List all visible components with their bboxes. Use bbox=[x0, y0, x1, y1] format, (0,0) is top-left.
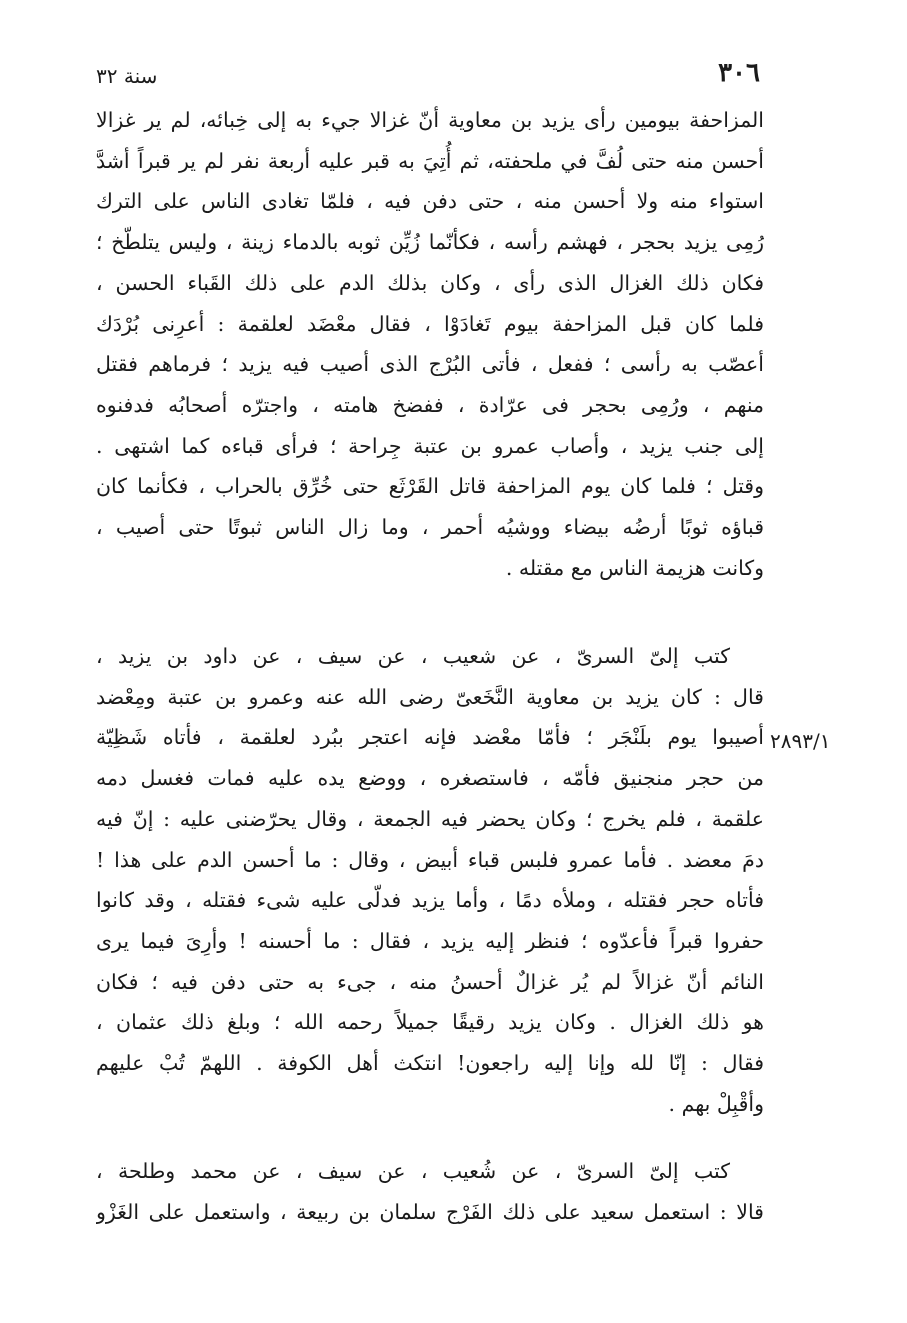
text-line: فأتاه حجر فقتله ، وملأه دمًا ، وأما يزيد فدلّى عليه شىء فقتله ، وقد كانوا bbox=[96, 888, 764, 913]
text-line: أحسن منه حتى لُفَّ في ملحفته، ثم أُتِيَ به قبر عليه أربعة نفر لم ير قبراً أشدَّ bbox=[96, 148, 764, 173]
text-line: دمَ معضد . فأما عمرو فلبس قباء أبيض ، وقال : ما أحسن الدم على هذا ! bbox=[96, 847, 764, 872]
text-line: رُمِى يزيد بحجر ، فهشم رأسه ، فكأنّما زُيِّن ثوبه بالدماء زينة ، وليس يتلطّخ ؛ bbox=[96, 230, 764, 255]
text-line: فقال : إنّا لله وإنا إليه راجعون! انتكث أهل الكوفة . اللهمّ تُبْ عليهم bbox=[96, 1051, 764, 1076]
margin-reference-number: ٢٨٩٣/١ bbox=[770, 729, 831, 753]
text-line: قالا : استعمل سعيد على ذلك الفَرْج سلمان بن ربيعة ، واستعمل على الغَزْو bbox=[96, 1199, 764, 1224]
text-line: فكان ذلك الغزال الذى رأى ، وكان بذلك الدم على ذلك القَباء الحسن ، bbox=[96, 270, 764, 295]
text-line: استواء منه ولا أحسن منه ، حتى دفن فيه ، فلمّا تغادى الناس على الترك bbox=[96, 189, 764, 214]
text-line: النائم أنّ غزالاً لم يُر غزالٌ أحسنُ منه ، جىء به حتى دفن فيه ؛ فكان bbox=[96, 969, 764, 994]
page-number: ٣٠٦ bbox=[718, 58, 760, 88]
text-line: منهم ، ورُمِى بحجر فى عرّادة ، ففضخ هامته ، واجترّه أصحابُه فدفنوه bbox=[96, 392, 764, 417]
text-line: من حجر منجنيق فأمّه ، فاستصغره ، ووضع يده عليه فمات فغسل دمه bbox=[96, 766, 764, 791]
text-line: هو ذلك الغزال . وكان يزيد رقيقًا جميلاً رحمه الله ؛ وبلغ ذلك عثمان ، bbox=[96, 1010, 764, 1035]
running-head-year: سنة ٣٢ bbox=[96, 64, 158, 88]
text-line: أعصّب به رأسى ؛ ففعل ، فأتى البُرْج الذى أصيب فيه يزيد ؛ فرماهم فقتل bbox=[96, 352, 764, 377]
text-line: وقتل ؛ فلما كان يوم المزاحفة قاتل القَرْثَع حتى خُرِّق بالحراب ، فكأنما كان bbox=[96, 474, 764, 499]
text-line: كتب إلىّ السرىّ ، عن شُعيب ، عن سيف ، عن محمد وطلحة ، bbox=[96, 1159, 730, 1183]
page-header bbox=[96, 58, 760, 98]
text-line: وأقْبِلْ بهم . bbox=[668, 1091, 764, 1116]
text-line: إلى جنب يزيد ، وأصاب عمرو بن عتبة جِراحة ؛ فرأى قباءه كما اشتهى . bbox=[96, 433, 764, 458]
text-line: أصيبوا يوم بلَنْجَر ؛ فأمّا معْضد فإنه اعتجر ببُرد لعلقمة ، فأتاه شَظِيّة bbox=[96, 725, 764, 750]
paragraph-3 bbox=[96, 1151, 764, 1232]
paragraph-2 bbox=[96, 636, 764, 1124]
text-line: وكانت هزيمة الناس مع مقتله . bbox=[505, 555, 764, 580]
text-line: فلما كان قبل المزاحفة بيوم تَغادَوْا ، فقال معْضَد لعلقمة : أعرِنى بُرْدَك bbox=[96, 311, 764, 336]
text-line: حفروا قبراً فأعدّوه ؛ فنظر إليه يزيد ، فقال : ما أحسنه ! وأرِىَ فيما يرى bbox=[96, 928, 764, 953]
paragraph-1 bbox=[96, 100, 764, 588]
text-line: كتب إلىّ السرىّ ، عن شعيب ، عن سيف ، عن داود بن يزيد ، bbox=[96, 644, 730, 668]
text-line: قال : كان يزيد بن معاوية النَّخَعىّ رضى الله عنه وعمرو بن عتبة ومِعْضد bbox=[96, 684, 764, 709]
text-line: علقمة ، فلم يخرج ؛ وكان يحضر فيه الجمعة ، وقال يحرّضنى عليه : إنّ فيه bbox=[96, 806, 764, 831]
text-line: المزاحفة بيومين رأى يزيد بن معاوية أنّ غزالا جيء به إلى خِبائه، لم ير غزالا bbox=[96, 108, 764, 132]
text-line: قباؤه ثوبًا أرضُه بيضاء ووشيُه أحمر ، وما زال الناس ثبوتًا حتى أصيب ، bbox=[96, 515, 764, 540]
